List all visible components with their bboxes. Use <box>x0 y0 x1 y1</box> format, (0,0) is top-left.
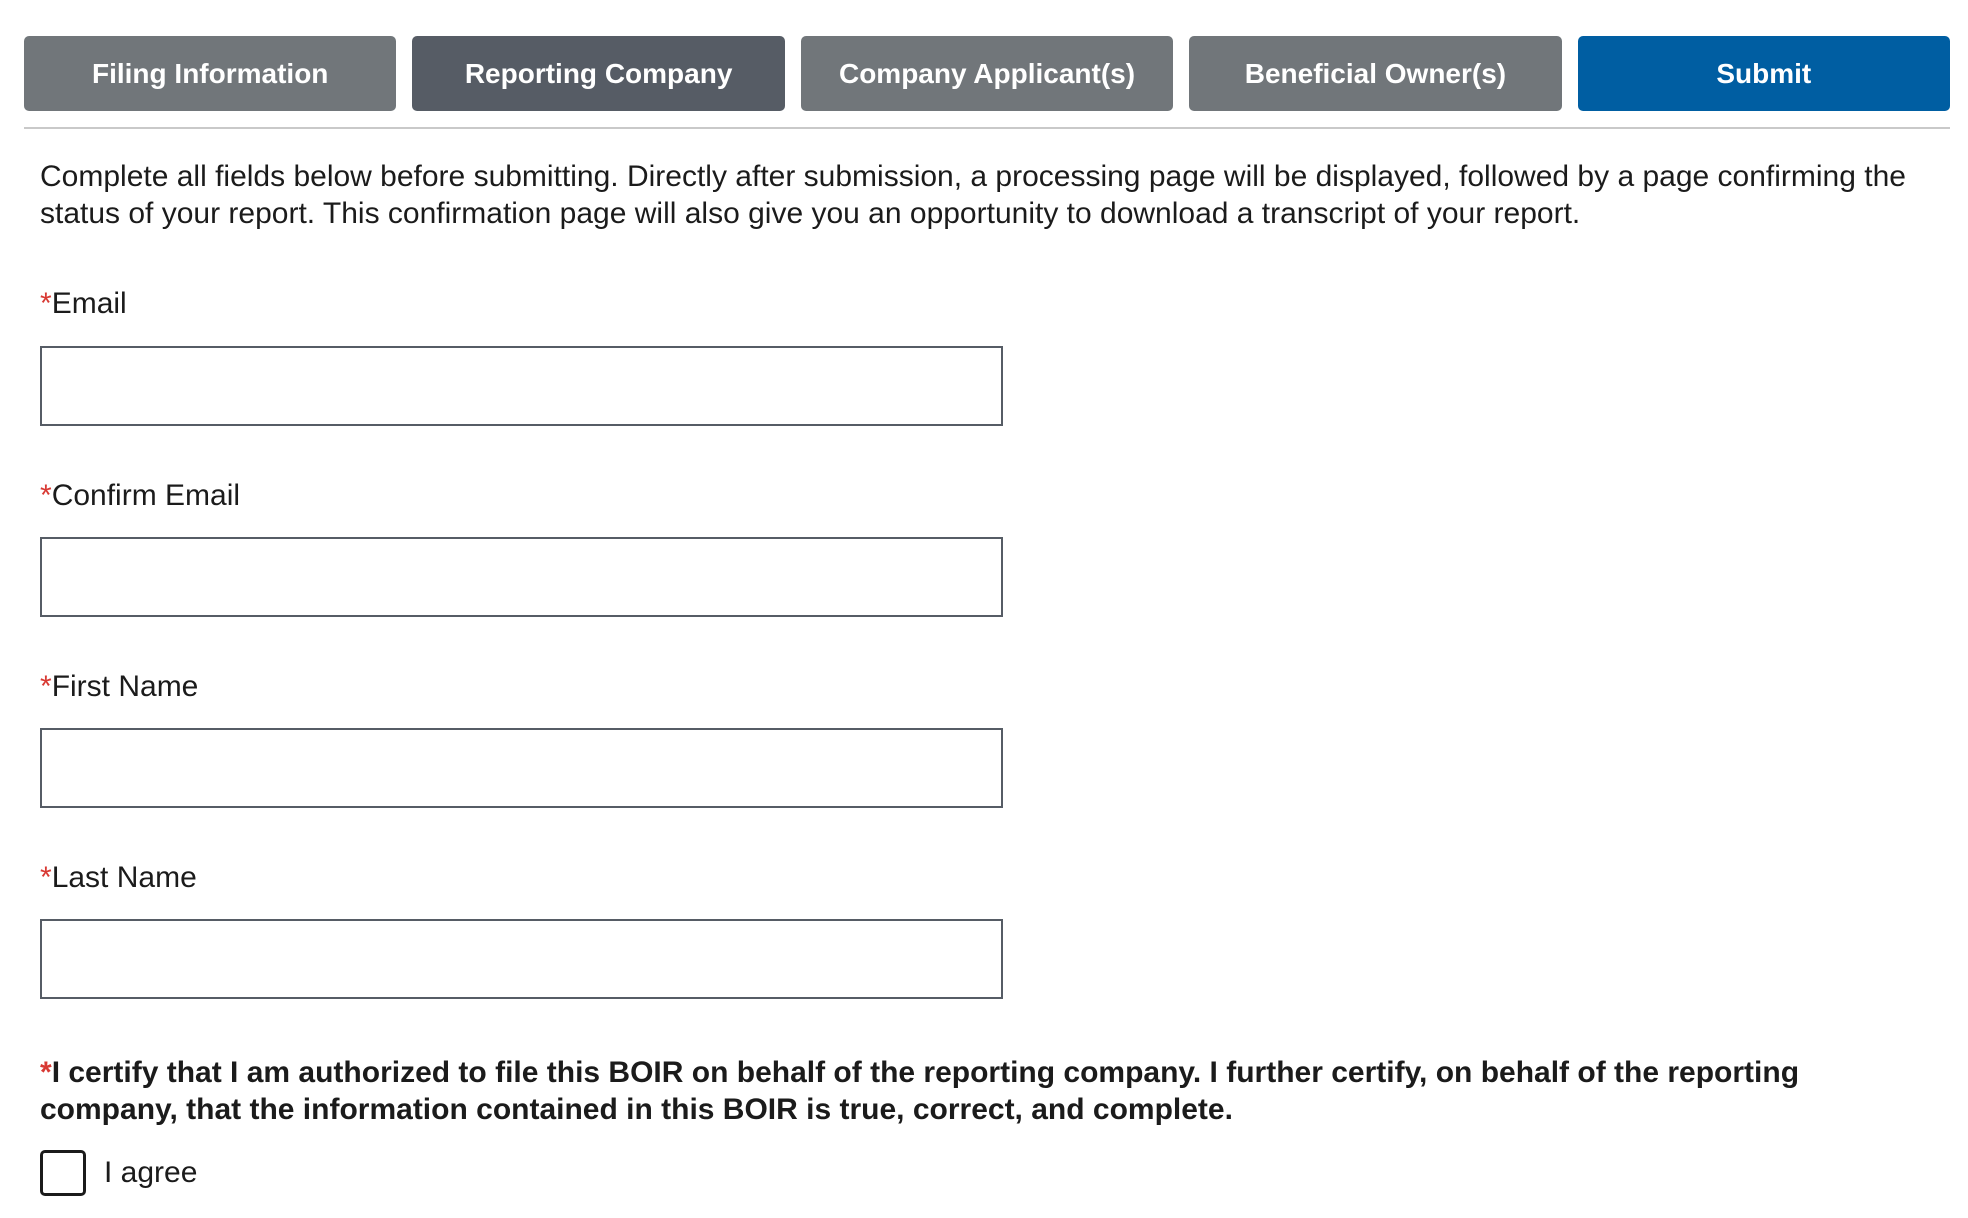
email-label <box>40 286 127 322</box>
required-marker: * <box>40 287 52 320</box>
tabs-divider <box>24 127 1950 129</box>
tab-company-applicants[interactable]: Company Applicant(s) <box>801 36 1173 111</box>
tab-filing-information[interactable]: Filing Information <box>24 36 396 111</box>
certification-statement <box>40 1054 1940 1128</box>
confirm-email-label <box>40 478 240 514</box>
first-name-input[interactable] <box>40 728 1003 808</box>
step-navigation <box>24 36 1950 111</box>
last-name-input[interactable] <box>40 919 1003 999</box>
tab-beneficial-owners[interactable]: Beneficial Owner(s) <box>1189 36 1561 111</box>
tab-reporting-company[interactable]: Reporting Company <box>412 36 784 111</box>
agree-label[interactable]: I agree <box>104 1156 198 1189</box>
confirm-email-input[interactable] <box>40 537 1003 617</box>
first-name-label-text: First Name <box>51 670 199 703</box>
required-marker: * <box>40 861 52 894</box>
tab-submit[interactable]: Submit <box>1578 36 1950 111</box>
last-name-label <box>40 860 197 896</box>
required-marker: * <box>40 1056 52 1089</box>
last-name-label-text: Last Name <box>51 861 197 894</box>
required-marker: * <box>40 670 52 703</box>
email-label-text: Email <box>51 287 127 320</box>
certification-text: I certify that I am authorized to file this BOIR on behalf of the reporting company. I further certify, on behalf of the reporting company, that the information contained in this BOIR is true, correct, and complete. <box>40 1056 1800 1126</box>
confirm-email-label-text: Confirm Email <box>51 479 241 512</box>
agree-checkbox[interactable] <box>40 1150 86 1196</box>
intro-text: Complete all fields below before submitting. Directly after submission, a processing page will be displayed, followed by a page confirming the status of your report. This confirmation page will also give you an opportunity to download a transcript of your report. <box>40 160 1906 230</box>
email-input[interactable] <box>40 346 1003 426</box>
first-name-label <box>40 669 198 705</box>
agree-checkbox-group[interactable] <box>40 1150 197 1196</box>
required-marker: * <box>40 479 52 512</box>
